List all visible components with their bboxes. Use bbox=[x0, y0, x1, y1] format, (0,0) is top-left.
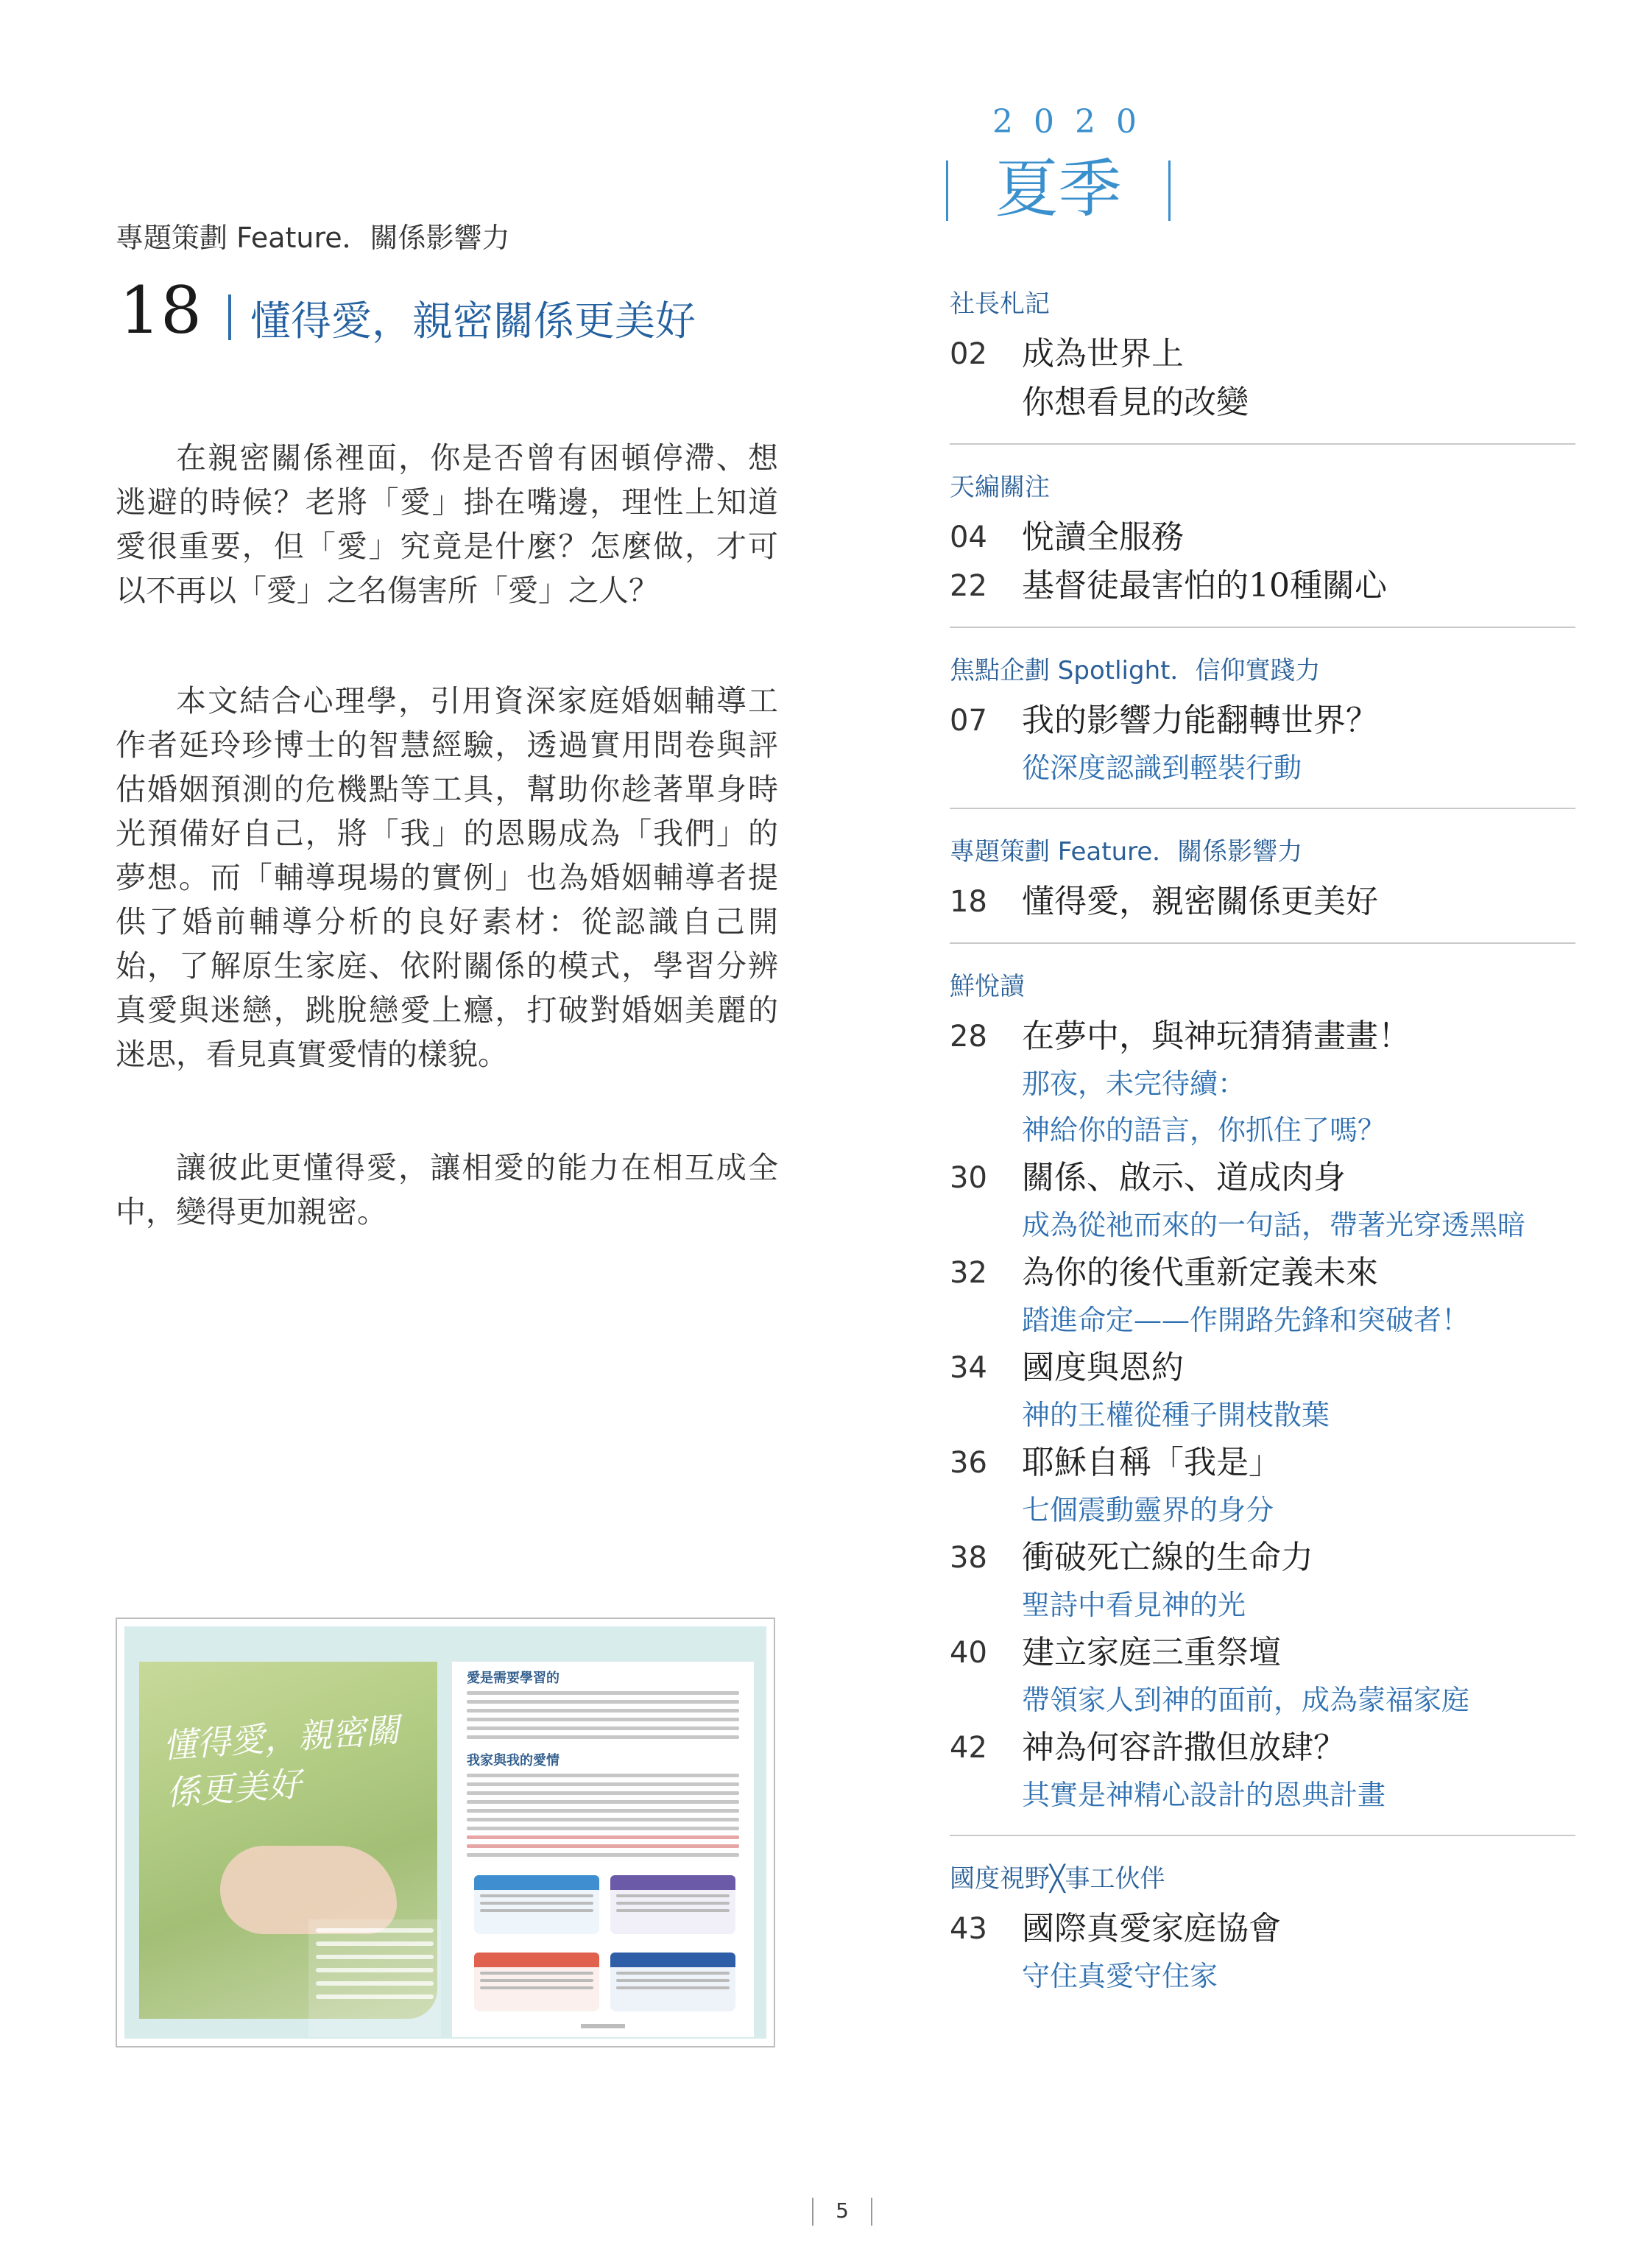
toc-section-title: 天編關注 bbox=[950, 473, 1050, 502]
toc-section bbox=[950, 966, 1575, 1836]
table-of-contents bbox=[950, 283, 1575, 2038]
toc-entry-subtitle: 那夜，未完待續： bbox=[1022, 1068, 1246, 1100]
toc-entry-body bbox=[1022, 1629, 1575, 1724]
toc-entry-page-number: 04 bbox=[950, 521, 987, 554]
toc-entry-body bbox=[1022, 513, 1575, 562]
toc-entry[interactable] bbox=[950, 513, 1575, 562]
toc-entry-body bbox=[1022, 330, 1575, 427]
toc-entry-subtitle: 從深度認識到輕裝行動 bbox=[1022, 752, 1302, 784]
toc-entry-page-number: 18 bbox=[950, 885, 987, 919]
toc-section bbox=[950, 283, 1575, 445]
toc-entry-subtitle: 帶領家人到神的面前，成為蒙福家庭 bbox=[1022, 1684, 1470, 1716]
toc-entry-subtitle: 成為從祂而來的一句話，帶著光穿透黑暗 bbox=[1022, 1209, 1526, 1241]
toc-entry-body bbox=[1022, 1534, 1575, 1629]
toc-entry-body bbox=[1022, 1724, 1575, 1819]
toc-entry-subtitle: 七個震動靈界的身分 bbox=[1022, 1494, 1274, 1526]
toc-entry-subtitle: 守住真愛守住家 bbox=[1022, 1960, 1218, 1992]
issue-season-block bbox=[946, 152, 1171, 226]
toc-entry-title: 為你的後代重新定義未來 bbox=[1022, 1254, 1378, 1291]
toc-entry-page-number: 28 bbox=[950, 1020, 987, 1054]
toc-entry[interactable] bbox=[950, 1724, 1575, 1819]
toc-entry-body bbox=[1022, 1905, 1575, 2000]
toc-section-title: 鮮悅讀 bbox=[950, 972, 1025, 1001]
toc-entry-title: 我的影響力能翻轉世界？ bbox=[1022, 702, 1378, 739]
toc-entry[interactable] bbox=[950, 696, 1575, 791]
toc-entry[interactable] bbox=[950, 1629, 1575, 1724]
toc-entry[interactable] bbox=[950, 562, 1575, 610]
quadrant-secure bbox=[474, 1875, 599, 1934]
toc-entry-title: 衝破死亡線的生命力 bbox=[1022, 1539, 1313, 1576]
toc-entry-page-number: 34 bbox=[950, 1351, 987, 1385]
toc-entry[interactable] bbox=[950, 1012, 1575, 1154]
issue-year: 2020 bbox=[992, 103, 1157, 141]
toc-entry[interactable] bbox=[950, 330, 1575, 427]
toc-section-title: 專題策劃 Feature．關係影響力 bbox=[950, 837, 1303, 867]
article-spread-thumbnail[interactable] bbox=[116, 1618, 775, 2047]
toc-entry-title: 國度與恩約 bbox=[1022, 1349, 1184, 1386]
toc-entry-body bbox=[1022, 1439, 1575, 1534]
toc-entry[interactable] bbox=[950, 1439, 1575, 1534]
quadrant-disorganized bbox=[610, 1953, 735, 2011]
thumbnail-caption-box bbox=[308, 1919, 441, 2037]
toc-section-title: 國度視野╳事工伙伴 bbox=[950, 1864, 1165, 1894]
feature-page-number: 18 bbox=[119, 272, 202, 348]
toc-entry-page-number: 02 bbox=[950, 337, 987, 371]
toc-entry-body bbox=[1022, 696, 1575, 791]
toc-entry[interactable] bbox=[950, 878, 1575, 926]
toc-entry-title: 成為世界上 bbox=[1022, 335, 1184, 373]
toc-entry-body bbox=[1022, 878, 1575, 926]
toc-entry-page-number: 36 bbox=[950, 1446, 987, 1480]
toc-entry-page-number: 30 bbox=[950, 1161, 987, 1195]
toc-section-title: 焦點企劃 Spotlight．信仰實踐力 bbox=[950, 656, 1321, 685]
thumbnail-heading-1: 愛是需要學習的 bbox=[467, 1671, 560, 1686]
page-number-bar-right bbox=[871, 2198, 872, 2226]
toc-entry-subtitle: 其實是神精心設計的恩典計畫 bbox=[1022, 1779, 1386, 1811]
page-number: 5 bbox=[836, 2198, 849, 2223]
toc-entry-title: 悅讀全服務 bbox=[1022, 518, 1184, 556]
intro-paragraph-1: 在親密關係裡面，你是否曾有困頓停滯、想逃避的時候？老將「愛」掛在嘴邊，理性上知道愛很重要，但「愛」究竟是什麼？怎麼做，才可以不再以「愛」之名傷害所「愛」之人？ bbox=[116, 440, 778, 608]
toc-entry[interactable] bbox=[950, 1534, 1575, 1629]
quadrant-avoidant bbox=[474, 1953, 599, 2011]
intro-paragraph-3: 讓彼此更懂得愛，讓相愛的能力在相互成全中，變得更加親密。 bbox=[116, 1150, 778, 1230]
toc-entry[interactable] bbox=[950, 1905, 1575, 2000]
toc-entry-title: 神為何容許撒但放肆？ bbox=[1022, 1729, 1346, 1766]
thumbnail-right-page bbox=[452, 1662, 754, 2037]
toc-section bbox=[950, 831, 1575, 944]
title-divider-bar bbox=[228, 294, 231, 340]
toc-entry-title-line2: 你想看見的改變 bbox=[1022, 384, 1249, 421]
toc-entry-subtitle: 聖詩中看見神的光 bbox=[1022, 1589, 1246, 1621]
intro-paragraph-2: 本文結合心理學，引用資深家庭婚姻輔導工作者延玲珍博士的智慧經驗，透過實用問卷與評估婚姻預測的危機點等工具，幫助你趁著單身時光預備好自己，將「我」的恩賜成為「我們」的夢想。而「輔導現場的實例」也為婚姻輔導者提供了婚前輔導分析的良好素材：從認識自己開始，了解原生家庭、依附關係的模式，學習分辨真愛與迷戀，跳脫戀愛上癮，打破對婚姻美麗的迷思，看見真實愛情的樣貌。 bbox=[116, 683, 778, 1072]
toc-entry-page-number: 43 bbox=[950, 1912, 987, 1946]
toc-entry-title: 建立家庭三重祭壇 bbox=[1022, 1634, 1281, 1671]
feature-title: 懂得愛，親密關係更美好 bbox=[250, 297, 696, 345]
quadrant-anxious bbox=[610, 1875, 735, 1934]
thumbnail-handwritten-title: 懂得愛，親密關係更美好 bbox=[161, 1710, 401, 1813]
issue-season: 夏季 bbox=[995, 152, 1122, 226]
season-bar-right bbox=[1168, 161, 1171, 221]
toc-section-title: 社長札記 bbox=[950, 289, 1050, 319]
toc-entry-title: 懂得愛，親密關係更美好 bbox=[1022, 883, 1378, 920]
toc-entry-page-number: 07 bbox=[950, 704, 987, 738]
toc-entry[interactable] bbox=[950, 1154, 1575, 1249]
toc-entry-subtitle: 踏進命定——作開路先鋒和突破者！ bbox=[1022, 1304, 1470, 1336]
toc-entry-body bbox=[1022, 1154, 1575, 1249]
toc-entry[interactable] bbox=[950, 1344, 1575, 1439]
toc-section bbox=[950, 1858, 1575, 2016]
toc-entry[interactable] bbox=[950, 1249, 1575, 1344]
toc-entry-subtitle: 神給你的語言，你抓住了嗎？ bbox=[1022, 1114, 1386, 1146]
toc-entry-page-number: 40 bbox=[950, 1636, 987, 1670]
thumbnail-heading-2: 我家與我的愛情 bbox=[467, 1753, 560, 1768]
toc-section bbox=[950, 467, 1575, 628]
toc-section bbox=[950, 650, 1575, 809]
feature-section-label: 專題策劃 Feature．關係影響力 bbox=[116, 222, 510, 254]
toc-entry-title: 在夢中，與神玩猜猜畫畫！ bbox=[1022, 1017, 1411, 1055]
toc-entry-page-number: 32 bbox=[950, 1256, 987, 1290]
toc-entry-title: 基督徒最害怕的10種關心 bbox=[1022, 567, 1387, 604]
toc-entry-title: 國際真愛家庭協會 bbox=[1022, 1910, 1281, 1947]
toc-entry-page-number: 22 bbox=[950, 569, 987, 603]
toc-entry-body bbox=[1022, 1012, 1575, 1154]
toc-entry-title: 耶穌自稱「我是」 bbox=[1022, 1444, 1281, 1481]
thumbnail-photo-hands bbox=[139, 1662, 437, 2019]
toc-entry-subtitle: 神的王權從種子開枝散葉 bbox=[1022, 1399, 1330, 1431]
toc-entry-body bbox=[1022, 1249, 1575, 1344]
toc-entry-title: 關係、啟示、道成肉身 bbox=[1022, 1159, 1346, 1196]
toc-entry-page-number: 38 bbox=[950, 1541, 987, 1575]
toc-entry-body bbox=[1022, 562, 1575, 610]
toc-entry-body bbox=[1022, 1344, 1575, 1439]
toc-entry-page-number: 42 bbox=[950, 1731, 987, 1765]
thumbnail-spread-background bbox=[124, 1626, 766, 2039]
